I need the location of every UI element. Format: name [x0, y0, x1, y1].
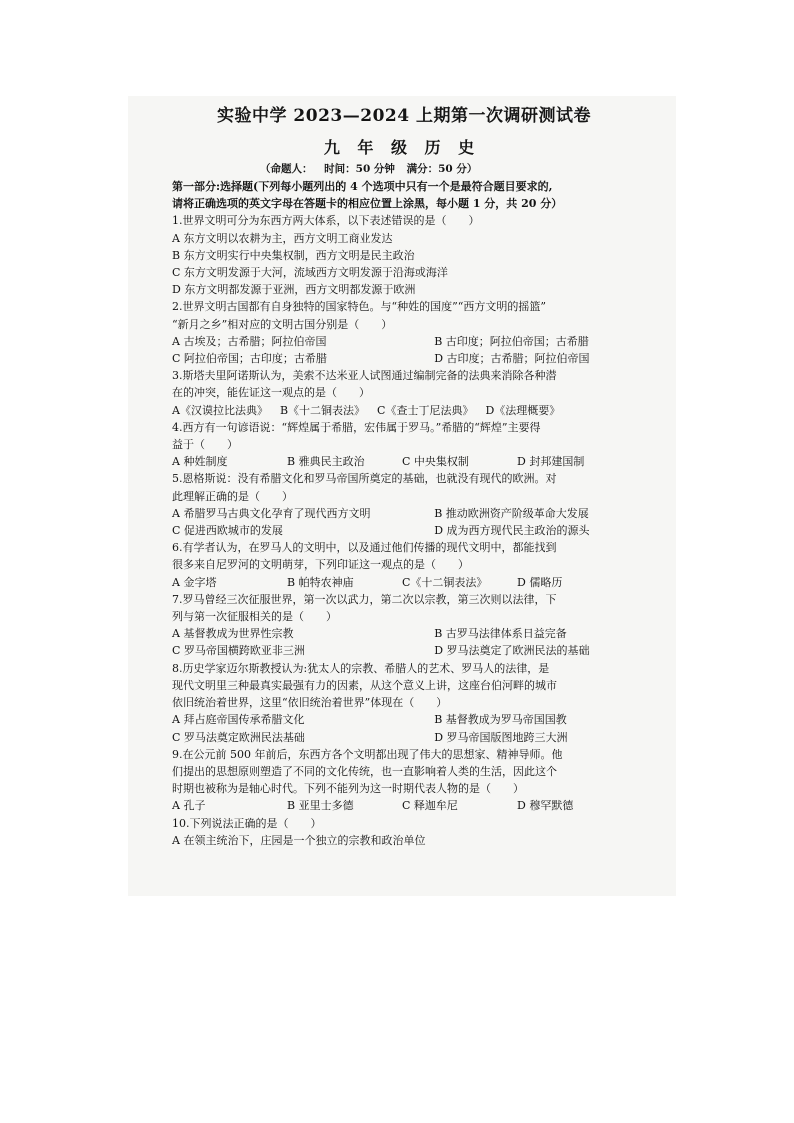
- option-c: C 阿拉伯帝国；古印度；古希腊: [172, 352, 327, 366]
- options-row: [172, 350, 632, 367]
- option-c: C 罗马帝国横跨欧亚非三洲: [172, 644, 305, 658]
- time-label: 时间：50 分钟: [324, 163, 395, 175]
- option-c: C《查士丁尼法典》: [377, 403, 474, 417]
- options-row: [172, 574, 632, 591]
- options-row: [172, 505, 632, 522]
- option-d: D 儒略历: [517, 575, 563, 589]
- option-d: D 成为西方现代民主政治的源头: [434, 524, 590, 538]
- question-stem: 益于（ ）: [172, 438, 238, 452]
- question-stem: 3.斯塔夫里阿诺斯认为，美索不达米亚人试图通过编制完备的法典来消除各种潜: [172, 369, 557, 383]
- question-stem: 4.西方有一句谚语说：“辉煌属于希腊，宏伟属于罗马。”希腊的“辉煌”主要得: [172, 420, 541, 434]
- option-d: D 罗马帝国版图地跨三大洲: [434, 730, 568, 744]
- question-stem: 此理解正确的是（ ）: [172, 489, 293, 503]
- option-b: B 东方文明实行中央集权制，西方文明是民主政治: [172, 248, 415, 262]
- question-stem: 5.恩格斯说：没有希腊文化和罗马帝国所奠定的基础，也就没有现代的欧洲。对: [172, 472, 557, 486]
- option-a: A 种姓制度: [172, 455, 228, 469]
- options-row: [172, 333, 632, 350]
- option-a: A《汉谟拉比法典》: [172, 403, 268, 417]
- option-b: B 亚里士多德: [287, 799, 354, 813]
- option-d: D 穆罕默德: [517, 799, 574, 813]
- option-c: C 东方文明发源于大河，流域西方文明发源于沿海或海洋: [172, 266, 448, 280]
- option-a: A 基督教成为世界性宗教: [172, 627, 294, 641]
- options-row: [172, 642, 632, 659]
- question-stem: 2.世界文明古国都有自身独特的国家特色。与“种姓的国度”“西方文明的摇篮”: [172, 300, 546, 314]
- option-d: D《法理概要》: [485, 403, 561, 417]
- options-row: [172, 453, 632, 470]
- option-c: C《十二铜表法》: [402, 575, 488, 589]
- question-3: [172, 367, 632, 419]
- exam-meta: [260, 162, 632, 176]
- option-b: B 古罗马法律体系日益完备: [434, 627, 567, 641]
- question-stem: 很多来自尼罗河的文明萌芽，下列印证这一观点的是（ ）: [172, 558, 469, 572]
- exam-subtitle: 九 年 级 历 史: [323, 138, 481, 157]
- question-stem: 现代文明里三种最真实最强有力的因素，从这个意义上讲，这座台伯河畔的城市: [172, 678, 557, 692]
- option-d: D 封邦建国制: [517, 455, 585, 469]
- question-7: [172, 591, 632, 660]
- question-stem: 6.有学者认为，在罗马人的文明中，以及通过他们传播的现代文明中，都能找到: [172, 541, 557, 555]
- question-stem: 时期也被称为是轴心时代。下列不能列为这一时期代表人物的是（ ）: [172, 782, 524, 796]
- question-5: [172, 470, 632, 539]
- section-instruction-line-1: 第一部分:选择题(下列每小题列出的 4 个选项中只有一个是最符合题目要求的,: [172, 180, 553, 193]
- question-stem: “新月之乡”相对应的文明古国分别是（ ）: [172, 317, 393, 331]
- question-stem: 9.在公元前 500 年前后，东西方各个文明都出现了伟大的思想家、精神导师。他: [172, 747, 563, 761]
- question-stem: 列与第一次征服相关的是（ ）: [172, 610, 337, 624]
- option-b: B 帕特农神庙: [287, 575, 354, 589]
- option-a: A 古埃及；古希腊；阿拉伯帝国: [172, 334, 327, 348]
- option-a: A 金字塔: [172, 575, 217, 589]
- section-instruction-line-2: 请将正确选项的英文字母在答题卡的相应位置上涂黑，每小题 1 分，共 20 分）: [172, 197, 563, 211]
- options-row: [172, 625, 632, 642]
- option-b: B 基督教成为罗马帝国国教: [434, 713, 567, 727]
- option-a: A 拜占庭帝国传承希腊文化: [172, 713, 305, 727]
- question-stem: 们提出的思想原则塑造了不同的文化传统，也一直影响着人类的生活，因此这个: [172, 764, 557, 778]
- full-marks-label: 满分：50 分）: [406, 163, 478, 175]
- question-8: [172, 660, 632, 746]
- options-row: [172, 729, 632, 746]
- option-c: C 罗马法奠定欧洲民法基础: [172, 730, 305, 744]
- proposer-label: （命题人：: [260, 163, 313, 175]
- option-a: A 在领主统治下，庄园是一个独立的宗教和政治单位: [172, 833, 426, 847]
- option-b: B《十二铜表法》: [279, 403, 366, 417]
- question-stem: 依旧统治着世界，这里“依旧统治着世界”体现在（ ）: [172, 696, 448, 710]
- option-c: C 中央集权制: [402, 455, 469, 469]
- exam-title: 实验中学 2023—2024 上期第一次调研测试卷: [217, 106, 591, 126]
- question-stem: 在的冲突，能佐证这一观点的是（ ）: [172, 386, 370, 400]
- question-2: [172, 298, 632, 367]
- option-a: A 孔子: [172, 799, 206, 813]
- option-a: A 东方文明以农耕为主，西方文明工商业发达: [172, 231, 393, 245]
- question-9: [172, 746, 632, 815]
- question-stem: 10.下列说法正确的是（ ）: [172, 816, 322, 830]
- option-b: B 推动欧洲资产阶级革命大发展: [434, 506, 589, 520]
- question-6: [172, 539, 632, 591]
- question-10: [172, 815, 632, 849]
- options-row: [172, 402, 632, 419]
- option-d: D 古印度；古希腊；阿拉伯帝国: [434, 352, 590, 366]
- option-c: C 释迦牟尼: [402, 799, 458, 813]
- question-stem: 7.罗马曾经三次征服世界，第一次以武力，第二次以宗教，第三次则以法律，下: [172, 592, 557, 606]
- option-b: B 雅典民主政治: [287, 455, 365, 469]
- question-stem: 8.历史学家迈尔斯教授认为:犹太人的宗教、希腊人的艺术、罗马人的法律，是: [172, 661, 550, 675]
- options-row: [172, 711, 632, 728]
- question-4: [172, 419, 632, 471]
- option-d: D 东方文明都发源于亚洲，西方文明都发源于欧洲: [172, 283, 416, 297]
- option-b: B 古印度；阿拉伯帝国；古希腊: [434, 334, 589, 348]
- exam-content: [172, 106, 632, 849]
- question-stem: 1.世界文明可分为东西方两大体系，以下表述错误的是（ ）: [172, 214, 480, 228]
- question-1: [172, 212, 632, 298]
- options-row: [172, 797, 632, 814]
- option-d: D 罗马法奠定了欧洲民法的基础: [434, 644, 590, 658]
- option-c: C 促进西欧城市的发展: [172, 524, 283, 538]
- options-row: [172, 522, 632, 539]
- option-a: A 希腊罗马古典文化孕育了现代西方文明: [172, 506, 371, 520]
